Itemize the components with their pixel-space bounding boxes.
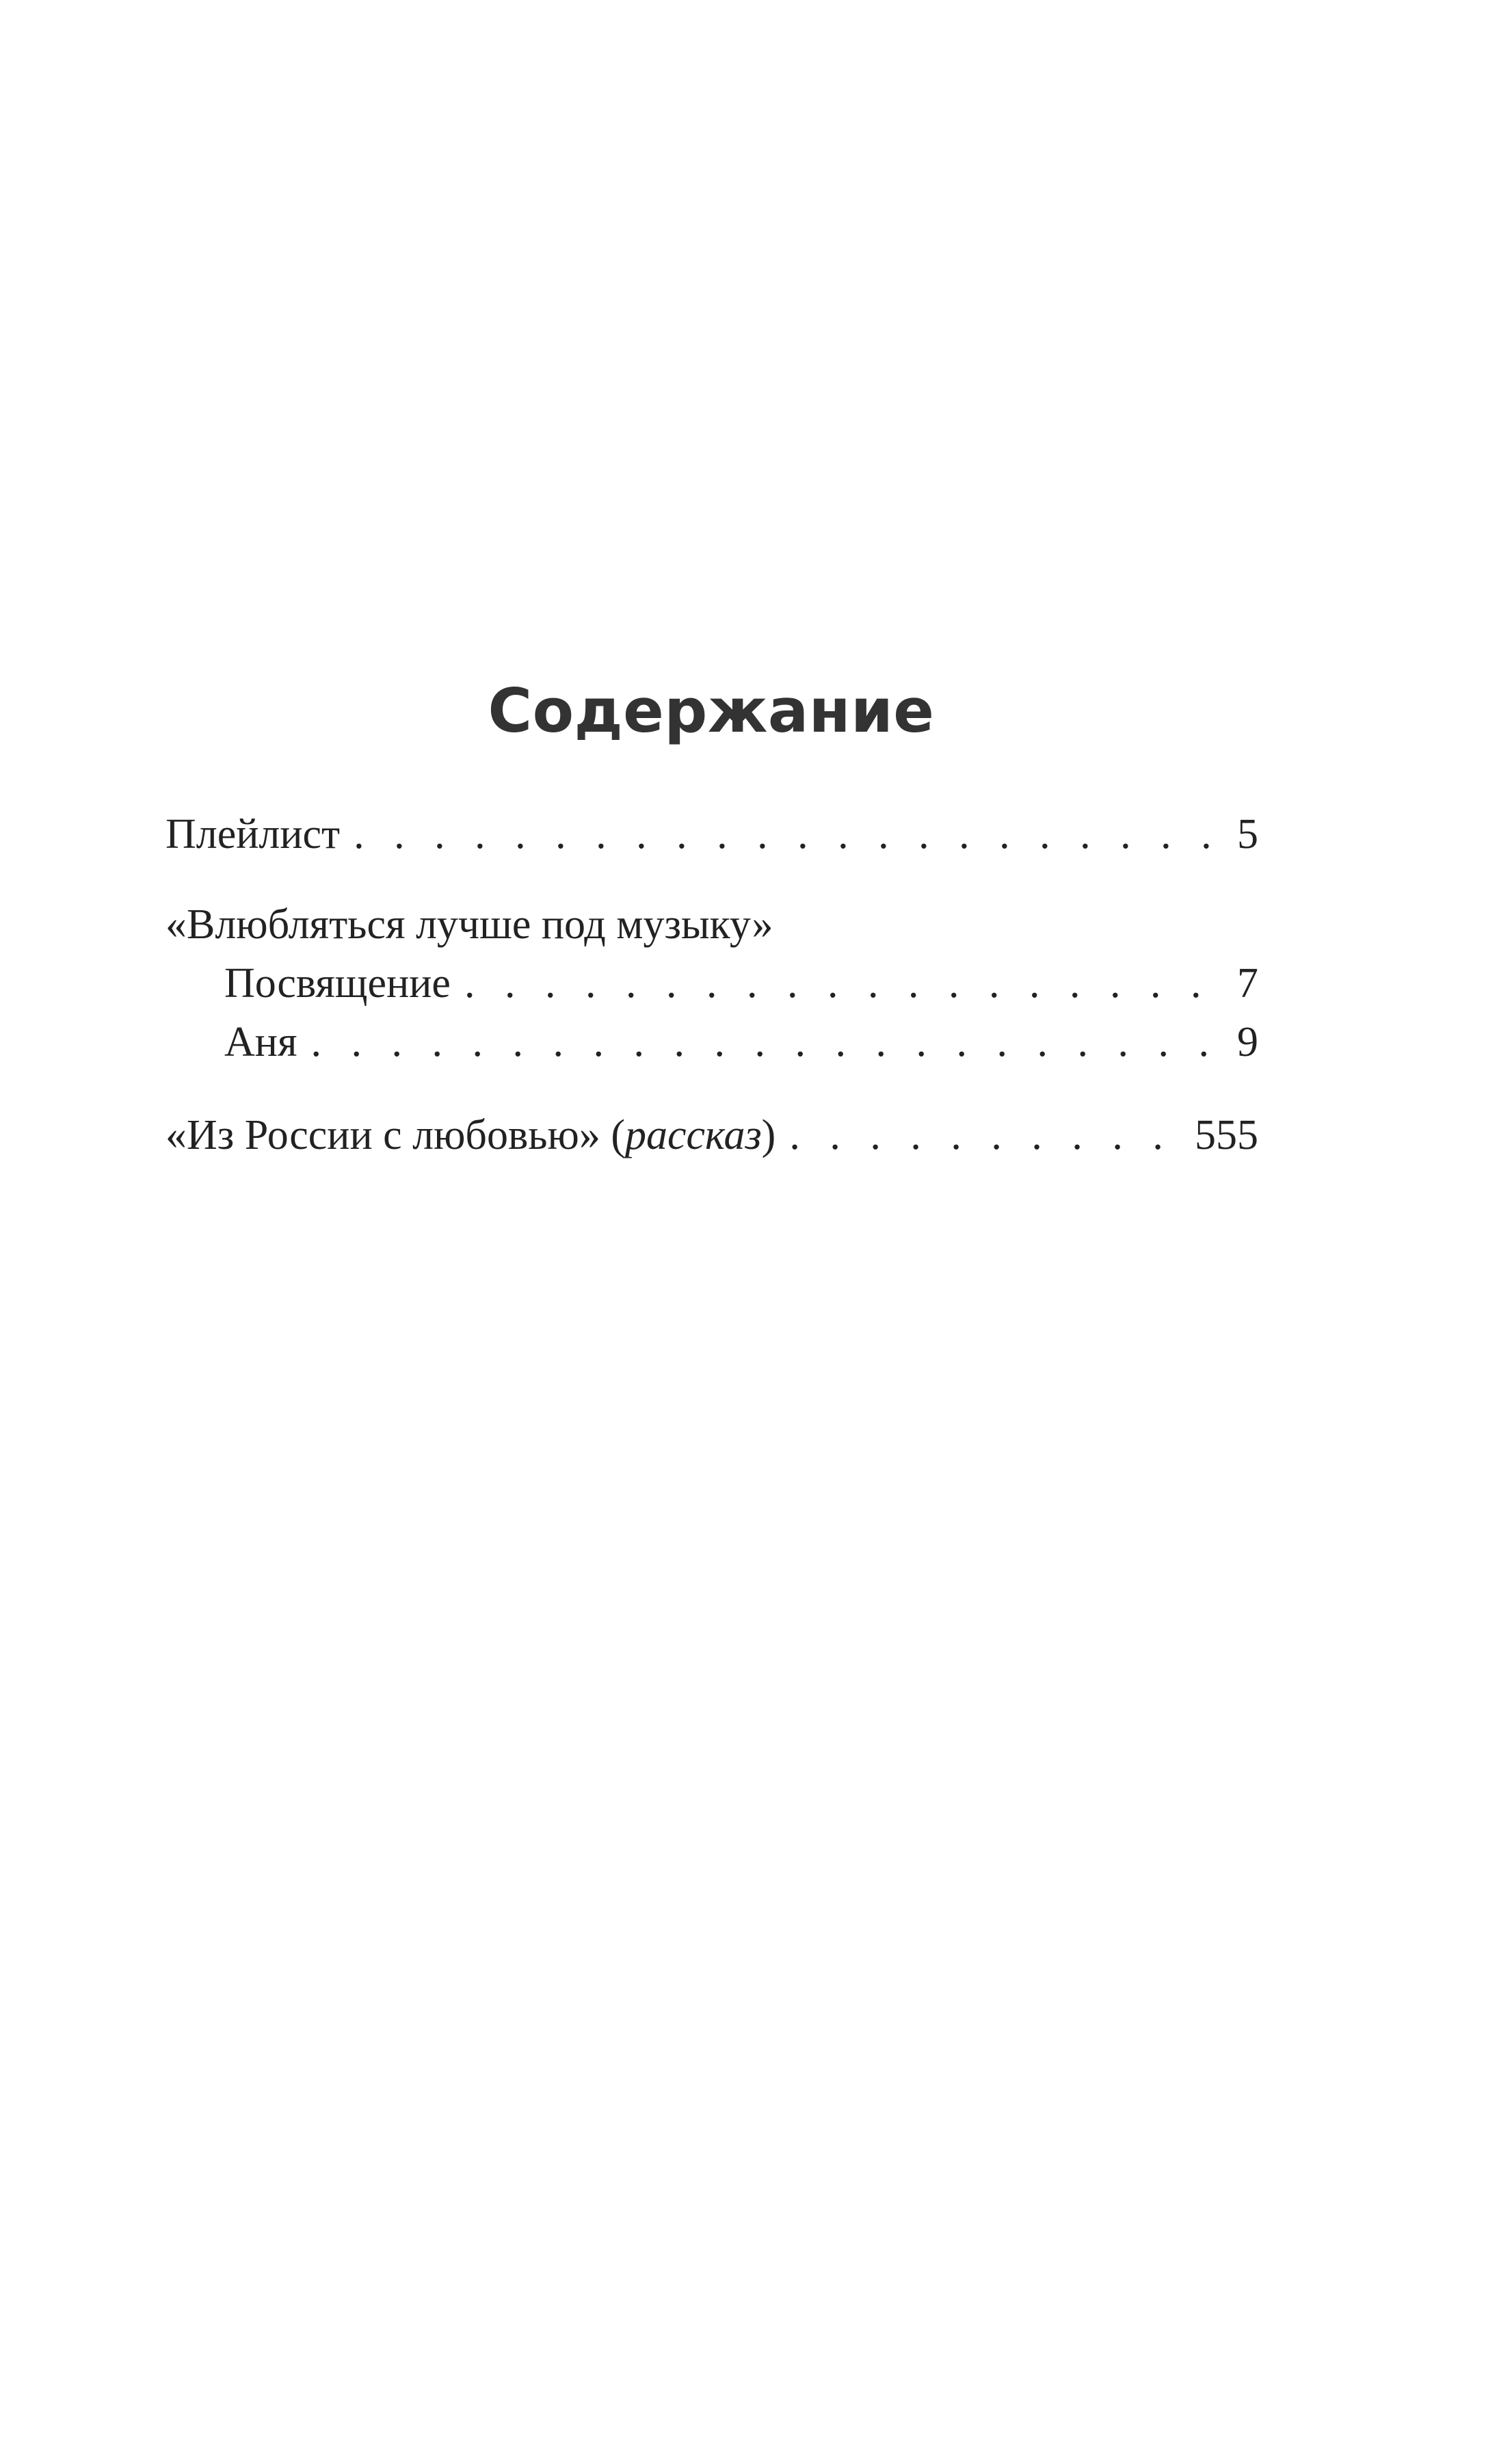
dot-leader bbox=[354, 807, 1228, 862]
toc-entry-playlist[interactable] bbox=[165, 807, 1258, 862]
dot-leader bbox=[310, 1015, 1228, 1070]
toc-page-number: 555 bbox=[1195, 1112, 1258, 1158]
toc-entry-title-main: «Из России с любовью» ( bbox=[165, 1112, 625, 1158]
toc-entry-title bbox=[165, 1108, 775, 1163]
toc-entry-title: Посвящение bbox=[224, 960, 451, 1007]
toc-page-number: 9 bbox=[1237, 1019, 1258, 1065]
toc-page-number: 7 bbox=[1237, 960, 1258, 1007]
toc-page-number: 5 bbox=[1237, 811, 1258, 858]
toc-section-heading bbox=[165, 897, 1258, 952]
toc-entry-title: Плейлист bbox=[165, 811, 341, 858]
dot-leader bbox=[789, 1108, 1185, 1163]
toc-entry-dedication[interactable] bbox=[224, 956, 1258, 1011]
dot-leader bbox=[464, 956, 1228, 1011]
toc-section-title: «Влюбляться лучше под музыку» bbox=[165, 901, 773, 948]
toc-entry-title-close: ) bbox=[761, 1112, 776, 1158]
toc-entry-from-russia[interactable] bbox=[165, 1108, 1258, 1163]
toc-heading: Содержание bbox=[488, 676, 935, 746]
toc-entry-title-italic: рассказ bbox=[624, 1112, 762, 1158]
toc-entry-title: Аня bbox=[224, 1019, 297, 1065]
toc-entry-anya[interactable] bbox=[224, 1015, 1258, 1070]
